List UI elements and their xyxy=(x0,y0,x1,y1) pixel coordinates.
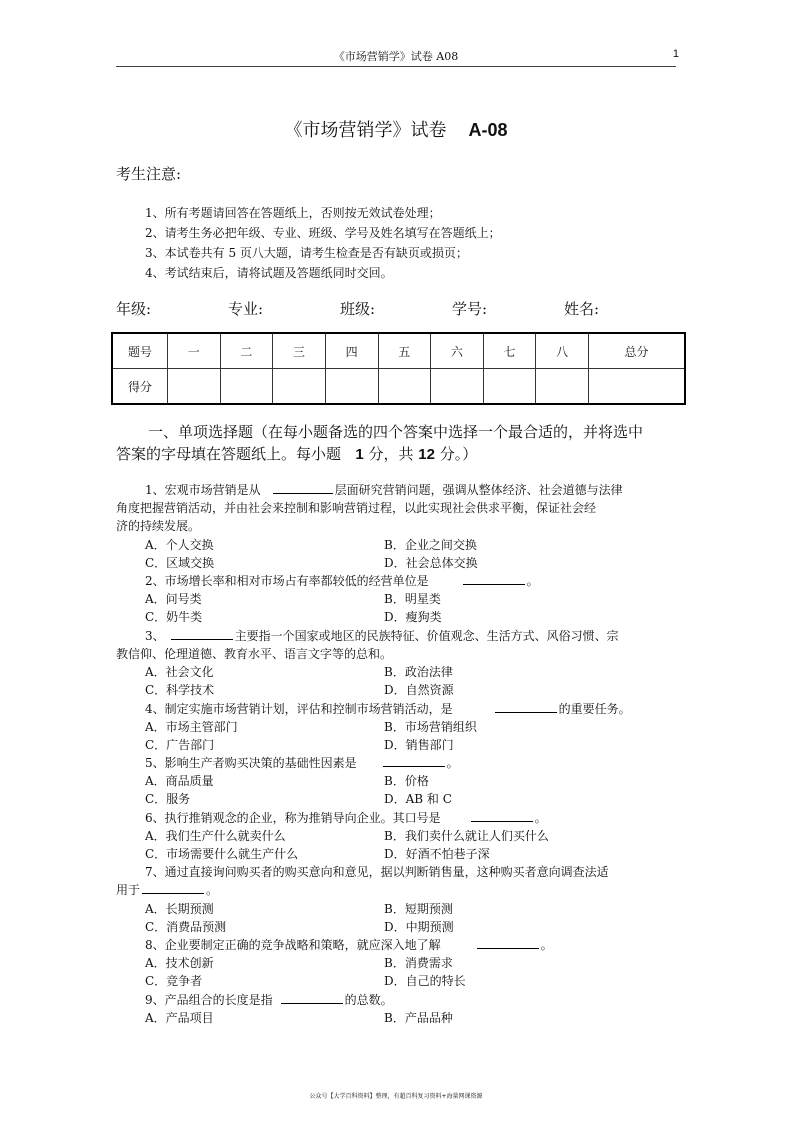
score-header-cell: 八 xyxy=(536,333,589,369)
option-c: C．区域交换 xyxy=(145,556,215,570)
option-a: A．市场主管部门 xyxy=(145,720,238,734)
option-a: A．个人交换 xyxy=(145,538,214,552)
option-c: C．服务 xyxy=(145,792,191,806)
notice-item: 2、请考生务必把年级、专业、班级、学号及姓名填写在答题纸上； xyxy=(145,226,501,240)
header-title: 《市场营销学》试卷 A08 xyxy=(333,50,459,63)
option-a: A．技术创新 xyxy=(145,956,214,970)
option-d: D．好酒不怕巷子深 xyxy=(384,847,490,861)
option-d: D．社会总体交换 xyxy=(384,556,478,570)
option-d: D．销售部门 xyxy=(384,738,454,752)
exam-title-main: 《市场营销学》试卷 xyxy=(284,120,447,141)
option-a: A．问号类 xyxy=(145,592,202,606)
question-3: 3、 主要指一个国家或地区的民族特征、价值观念、生活方式、风俗习惯、宗 xyxy=(145,629,619,643)
option-c: C．消费品预测 xyxy=(145,920,227,934)
option-d: D．瘦狗类 xyxy=(384,610,442,624)
option-b: B．我们卖什么就让人们买什么 xyxy=(384,829,549,843)
exam-title xyxy=(0,116,792,142)
score-header-cell: 五 xyxy=(378,333,431,369)
option-b: B．市场营销组织 xyxy=(384,720,477,734)
score-header-cell: 四 xyxy=(325,333,378,369)
option-d: D．AB 和 C xyxy=(384,792,452,806)
page-footer: 公众号【大学百科资料】整理，有超百科复习资料+海量网课资源 xyxy=(309,1093,483,1100)
question-7-line2: 用于 。 xyxy=(116,883,219,897)
score-table-score-row xyxy=(112,369,685,405)
major-label: 专业: xyxy=(228,300,264,318)
score-header-cell: 题号 xyxy=(112,333,168,369)
option-d: D．自己的特长 xyxy=(384,974,466,988)
notice-list xyxy=(145,203,501,283)
score-cell xyxy=(536,369,589,405)
grade-label: 年级: xyxy=(116,300,152,318)
question-1-line2: 角度把握营销活动，并由社会来控制和影响营销过程，以此实现社会供求平衡，保证社会经 xyxy=(116,501,597,515)
question-2: 2、市场增长率和相对市场占有率都较低的经营单位是 。 xyxy=(145,574,539,588)
section-line: 答案的字母填在答题纸上。每小题 1 分，共 12 分。） xyxy=(116,445,478,463)
option-d: D．中期预测 xyxy=(384,920,454,934)
class-label: 班级: xyxy=(340,300,376,318)
option-b: B．企业之间交换 xyxy=(384,538,477,552)
page-header xyxy=(116,48,679,67)
score-header-cell: 三 xyxy=(273,333,326,369)
question-5: 5、影响生产者购买决策的基础性因素是 。 xyxy=(145,756,459,770)
option-b: B．产品品种 xyxy=(384,1011,453,1025)
option-c: C．广告部门 xyxy=(145,738,215,752)
option-c: C．市场需要什么就生产什么 xyxy=(145,847,299,861)
score-each: 1 xyxy=(355,446,364,463)
score-table-header-row xyxy=(112,333,685,369)
section-heading xyxy=(116,421,656,466)
name-label: 姓名: xyxy=(564,300,600,318)
option-a: A．长期预测 xyxy=(145,902,214,916)
option-b: B．短期预测 xyxy=(384,902,453,916)
score-cell xyxy=(325,369,378,405)
question-8: 8、企业要制定正确的竞争战略和策略，就应深入地了解 。 xyxy=(145,938,553,952)
score-cell xyxy=(589,369,686,405)
score-header-cell: 七 xyxy=(483,333,536,369)
option-b: B．消费需求 xyxy=(384,956,453,970)
question-3-line2: 教信仰、伦理道德、教育水平、语言文字等的总和。 xyxy=(116,647,393,661)
option-a: A．产品项目 xyxy=(145,1011,214,1025)
question-6: 6、执行推销观念的企业，称为推销导向企业。其口号是 。 xyxy=(145,811,547,825)
notice-heading: 考生注意: xyxy=(116,165,182,183)
option-b: B．政治法律 xyxy=(384,665,453,679)
score-cell xyxy=(378,369,431,405)
score-cell xyxy=(273,369,326,405)
page-number: 1 xyxy=(672,48,679,60)
option-c: C．竞争者 xyxy=(145,974,203,988)
score-header-cell: 总分 xyxy=(589,333,686,369)
score-cell xyxy=(431,369,484,405)
question-1: 1、宏观市场营销是从 层面研究营销问题，强调从整体经济、社会道德与法律 xyxy=(145,483,623,497)
score-row-label: 得分 xyxy=(112,369,168,405)
score-cell xyxy=(483,369,536,405)
score-cell xyxy=(168,369,221,405)
question-9: 9、产品组合的长度是指 的总数。 xyxy=(145,993,393,1007)
option-a: A．我们生产什么就卖什么 xyxy=(145,829,286,843)
question-7: 7、通过直接询问购买者的购买意向和意见，据以判断销售量，这种购买者意向调查法适 xyxy=(145,865,609,879)
student-id-label: 学号: xyxy=(452,300,488,318)
notice-item: 1、所有考题请回答在答题纸上，否则按无效试卷处理； xyxy=(145,206,441,220)
option-b: B．明星类 xyxy=(384,592,441,606)
question-4: 4、制定实施市场营销计划，评估和控制市场营销活动，是 的重要任务。 xyxy=(145,702,631,716)
score-total: 12 xyxy=(418,446,435,463)
score-header-cell: 一 xyxy=(168,333,221,369)
section-line: 一、单项选择题（在每小题备选的四个答案中选择一个最合适的，并将选中 xyxy=(148,423,644,441)
option-c: C．科学技术 xyxy=(145,683,215,697)
question-1-line3: 济的持续发展。 xyxy=(116,519,201,533)
notice-item: 4、考试结束后，请将试题及答题纸同时交回。 xyxy=(145,266,393,280)
score-header-cell: 二 xyxy=(220,333,273,369)
option-c: C．奶牛类 xyxy=(145,610,203,624)
score-cell xyxy=(220,369,273,405)
score-table xyxy=(111,332,686,405)
option-a: A．商品质量 xyxy=(145,774,214,788)
option-a: A．社会文化 xyxy=(145,665,214,679)
exam-code: A-08 xyxy=(468,120,508,140)
score-header-cell: 六 xyxy=(431,333,484,369)
notice-item: 3、本试卷共有 5 页八大题，请考生检查是否有缺页或损页； xyxy=(145,246,468,260)
option-d: D．自然资源 xyxy=(384,683,454,697)
option-b: B．价格 xyxy=(384,774,429,788)
